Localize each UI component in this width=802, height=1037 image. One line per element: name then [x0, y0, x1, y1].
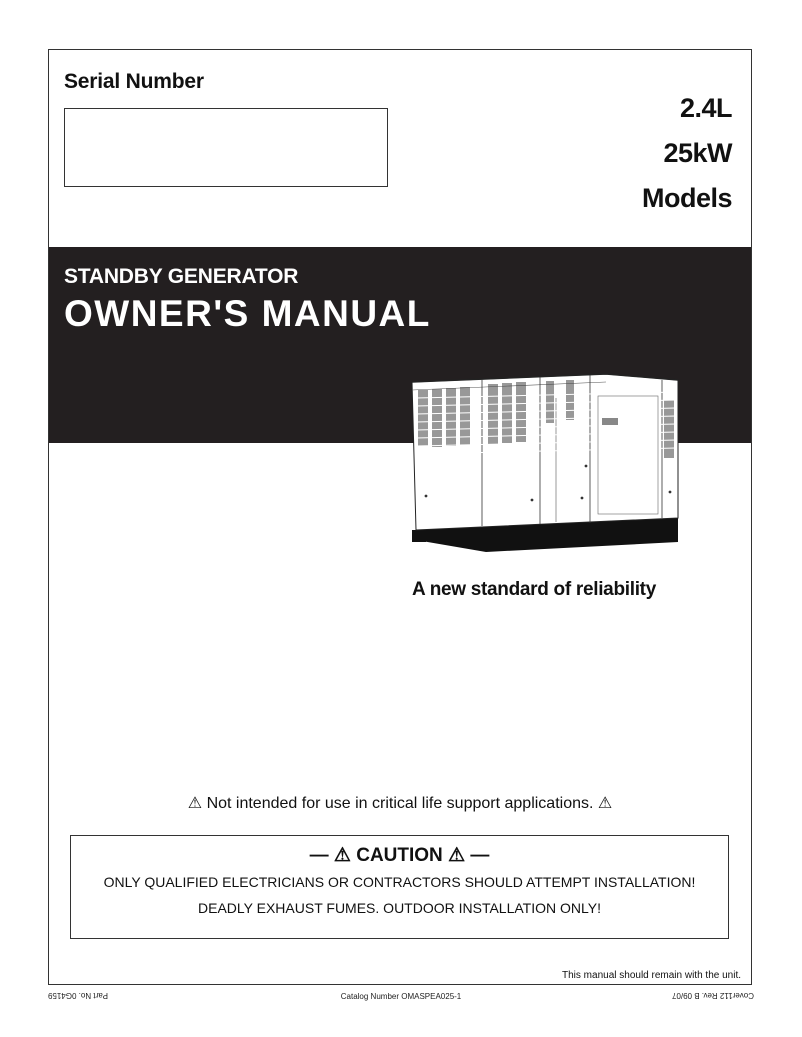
banner-subtitle: STANDBY GENERATOR	[64, 265, 299, 288]
banner-title: OWNER'S MANUAL	[64, 293, 431, 334]
models-label: Models	[641, 183, 732, 213]
notice-text: Not intended for use in critical life support applications.	[206, 795, 594, 812]
power-rating: 25kW	[663, 138, 732, 168]
generator-illustration	[406, 368, 684, 564]
warning-triangle-icon: ⚠	[448, 845, 466, 866]
catalog-number: Catalog Number OMASPEA025-1	[340, 992, 462, 1001]
caution-installation-text: ONLY QUALIFIED ELECTRICIANS OR CONTRACTORS SHOULD ATTEMPT INSTALLATION!	[103, 874, 696, 890]
caution-heading	[71, 844, 728, 867]
engine-size: 2.4L	[679, 93, 732, 123]
caution-dash: —	[470, 845, 490, 866]
serial-number-label: Serial Number	[64, 70, 204, 93]
cover-page	[48, 49, 752, 985]
model-info	[642, 86, 732, 221]
part-number: Part No. 0G4159	[48, 991, 109, 1000]
cover-revision: Cover112 Rev. B 09/07	[672, 991, 754, 1000]
warning-triangle-icon: ⚠	[187, 795, 203, 812]
tagline: A new standard of reliability	[412, 579, 656, 600]
life-support-notice	[49, 793, 751, 813]
warning-triangle-icon: ⚠	[333, 845, 351, 866]
caution-exhaust-text: DEADLY EXHAUST FUMES. OUTDOOR INSTALLATION ONLY!	[198, 900, 601, 916]
caution-title: CAUTION	[356, 845, 443, 866]
caution-dash: —	[309, 845, 329, 866]
warning-triangle-icon: ⚠	[597, 795, 613, 812]
serial-number-box	[64, 108, 388, 187]
caution-box	[70, 835, 729, 939]
remain-with-unit-note: This manual should remain with the unit.	[562, 970, 741, 981]
